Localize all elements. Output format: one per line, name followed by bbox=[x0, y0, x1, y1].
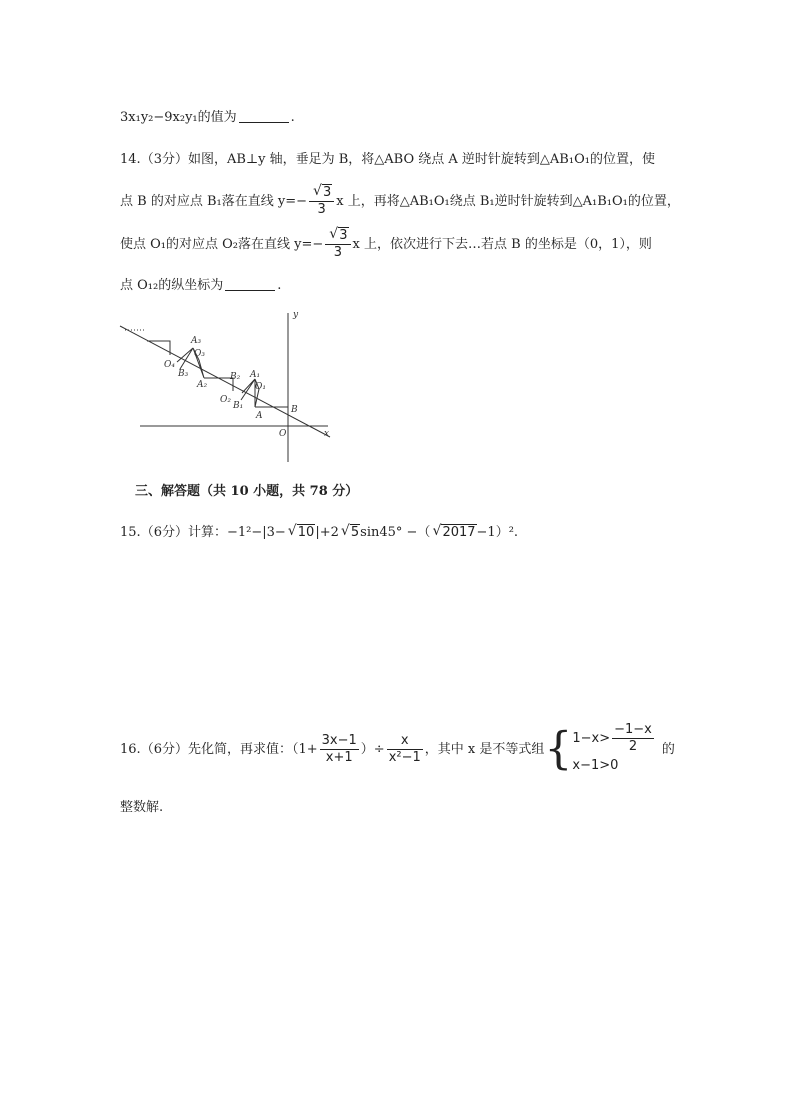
q13-period: . bbox=[290, 110, 295, 125]
q16-number: 16. bbox=[120, 742, 141, 757]
q14-text-3b: x 上，依次进行下去…若点 B 的坐标是（0，1），则 bbox=[352, 237, 652, 252]
q14-text-3a: 使点 O₁的对应点 O₂落在直线 y=− bbox=[120, 237, 324, 252]
q14-frac1-denominator: 3 bbox=[317, 202, 326, 217]
q14-frac1-radicand: 3 bbox=[322, 185, 332, 200]
label-x: x bbox=[324, 429, 330, 439]
q14-line-2 bbox=[120, 185, 680, 219]
q15-sqrt-5 bbox=[341, 523, 360, 543]
q14-frac2-radicand: 3 bbox=[339, 228, 348, 243]
inequality-system bbox=[572, 722, 656, 777]
q15-line bbox=[120, 523, 518, 543]
q16-score: （6分） bbox=[140, 742, 188, 757]
q16-frac1-numerator: 3x−1 bbox=[321, 733, 357, 748]
q13-text: 的值为 bbox=[197, 110, 237, 125]
triangle-b3o4 bbox=[177, 348, 193, 369]
q15-radicand-2: 5 bbox=[350, 525, 360, 540]
q14-number: 14. bbox=[120, 152, 141, 167]
q13-tail bbox=[120, 108, 295, 128]
inequality-1-fraction bbox=[612, 722, 654, 755]
inequality-1 bbox=[572, 722, 656, 755]
triangle-o4 bbox=[147, 341, 170, 355]
inequality-1-left: 1−x> bbox=[572, 731, 611, 746]
system-brace: { bbox=[544, 723, 573, 775]
q15-sqrt-10 bbox=[288, 523, 316, 543]
label-b2: B₂ bbox=[230, 372, 241, 382]
q15-number: 15. bbox=[120, 525, 141, 540]
label-a: A bbox=[256, 411, 263, 421]
q16-frac2-denominator: x²−1 bbox=[388, 750, 421, 765]
label-o: O bbox=[279, 429, 287, 439]
triangle-a1b1o2 bbox=[241, 379, 255, 400]
label-b: B bbox=[291, 405, 298, 415]
q16-frac1-denominator: x+1 bbox=[325, 750, 353, 765]
q14-text-4: 点 O₁₂的纵坐标为 bbox=[120, 278, 224, 293]
q14-period: . bbox=[277, 278, 282, 293]
inequality-1-denominator: 2 bbox=[628, 739, 638, 754]
q14-figure bbox=[115, 305, 340, 465]
q15-text-b: |+2 bbox=[315, 525, 339, 540]
q14-fraction-2 bbox=[325, 228, 350, 261]
q14-text-2a: 点 B 的对应点 B₁落在直线 y=− bbox=[120, 194, 307, 209]
q15-text-a: 计算：−1²−|3− bbox=[187, 525, 286, 540]
q15-text-d: −1）². bbox=[476, 525, 519, 540]
q14-fraction-1 bbox=[309, 185, 334, 218]
label-o1: O₁ bbox=[255, 382, 266, 392]
q13-answer-blank[interactable] bbox=[239, 108, 289, 123]
label-o4: O₄ bbox=[164, 360, 175, 370]
q16-text-c: ，其中 x 是不等式组 bbox=[424, 742, 545, 757]
label-o2: O₂ bbox=[220, 395, 231, 405]
label-o3: O₃ bbox=[194, 349, 205, 359]
label-a1: A₁ bbox=[250, 370, 261, 380]
q14-line-1 bbox=[120, 150, 655, 170]
q14-text-2b: x 上，再将△AB₁O₁绕点 B₁逆时针旋转到△A₁B₁O₁的位置， bbox=[336, 194, 680, 209]
q16-text-b: ）÷ bbox=[360, 742, 385, 757]
q16-frac2-numerator: x bbox=[387, 733, 423, 750]
section-3-title: 三、解答题（共 10 小题，共 78 分） bbox=[135, 484, 359, 499]
label-a2: A₂ bbox=[197, 380, 208, 390]
triangle-a2b2 bbox=[204, 378, 233, 391]
q15-score: （6分） bbox=[140, 525, 188, 540]
q16-fraction-2 bbox=[387, 733, 423, 766]
q16-line-1 bbox=[120, 722, 675, 778]
q13-expression: 3x₁y₂−9x₂y₁ bbox=[120, 110, 198, 125]
label-b1: B₁ bbox=[233, 401, 244, 411]
q16-text-a: 先化简，再求值：（1+ bbox=[187, 742, 318, 757]
q14-line-3 bbox=[120, 228, 652, 262]
inequality-1-numerator: −1−x bbox=[614, 722, 652, 737]
q14-text-1: 如图，AB⊥y 轴，垂足为 B，将△ABO 绕点 A 逆时针旋转到△AB₁O₁的位置，使 bbox=[187, 152, 655, 167]
q14-score: （3分） bbox=[140, 152, 188, 167]
inequality-2: x−1>0 bbox=[572, 758, 619, 773]
q15-sqrt-2017 bbox=[432, 523, 476, 543]
q16-fraction-1 bbox=[320, 733, 359, 766]
line-y-neg-sqrt3-over-3-x bbox=[120, 326, 330, 437]
q15-radicand-3: 2017 bbox=[442, 525, 476, 540]
q15-radicand-1: 10 bbox=[297, 525, 315, 540]
label-y: y bbox=[293, 310, 299, 320]
q16-text-d: 的 bbox=[661, 742, 675, 757]
q14-frac2-denominator: 3 bbox=[333, 245, 343, 260]
q14-answer-blank[interactable] bbox=[225, 276, 275, 291]
label-a3: A₃ bbox=[191, 336, 202, 346]
label-b3: B₃ bbox=[178, 369, 189, 379]
q15-text-c: sin45° −（ bbox=[360, 525, 431, 540]
q14-line-4 bbox=[120, 276, 281, 296]
q16-line-2: 整数解. bbox=[120, 800, 164, 815]
